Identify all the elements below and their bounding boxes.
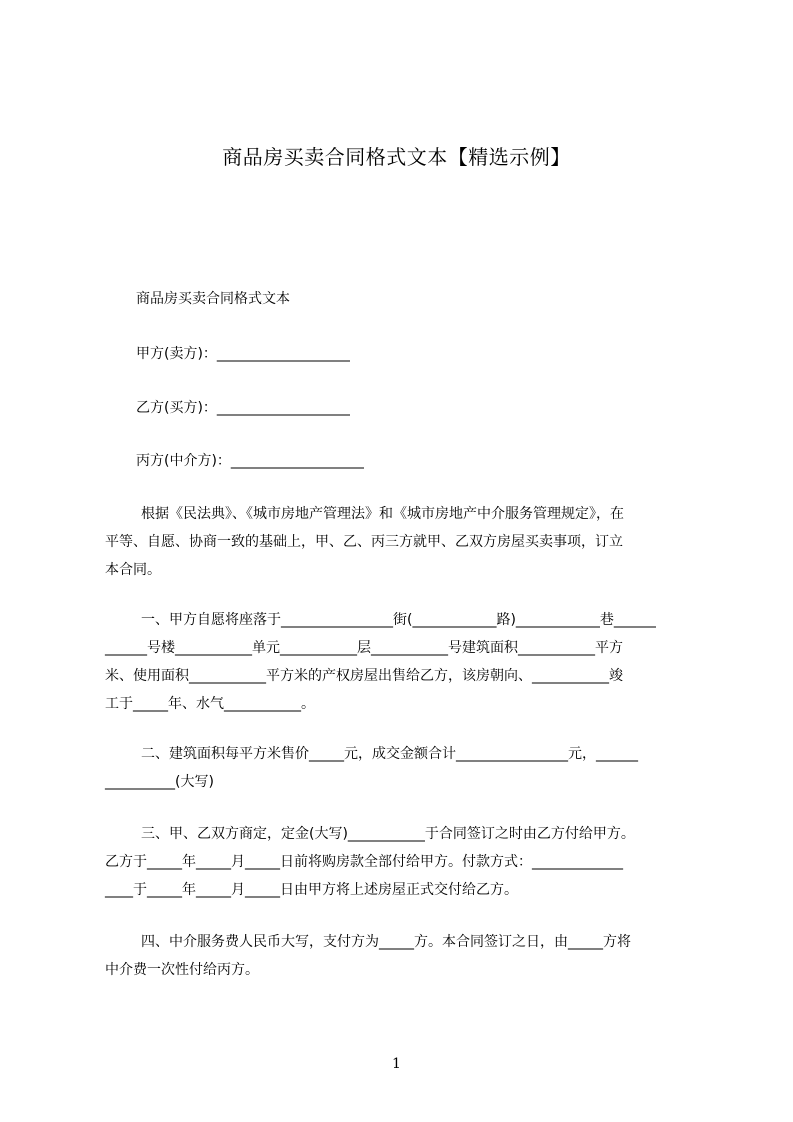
party-a-line: 甲方(卖方)：___________________ [136, 346, 350, 362]
document-subtitle: 商品房买卖合同格式文本 [136, 291, 290, 307]
clause-line: 中介费一次性付给丙方。 [105, 962, 259, 978]
intro-line: 根据《民法典》、《城市房地产管理法》和《城市房地产中介服务管理规定》，在 [141, 506, 624, 522]
clause-line: ______号楼___________单元___________层___________号建筑面积___________平方 [105, 640, 623, 656]
clause-3-paragraph [105, 820, 700, 904]
clause-line: __________(大写) [105, 774, 214, 790]
clause-4-paragraph [105, 928, 700, 984]
intro-paragraph [105, 500, 700, 584]
clause-1-paragraph [105, 606, 700, 718]
clause-line: 四、中介服务费人民币大写，支付方为_____方。本合同签订之日，由_____方将 [141, 934, 631, 950]
party-c-line: 丙方(中介方)：___________________ [136, 453, 364, 469]
clause-line: 米、使用面积___________平方米的产权房屋出售给乙方，该房朝向、___________竣 [105, 668, 623, 684]
page-number: 1 [392, 1056, 401, 1072]
intro-line: 本合同。 [105, 562, 161, 578]
clause-2-paragraph [105, 740, 700, 796]
clause-line: 二、建筑面积每平方米售价_____元，成交金额合计________________元，______ [141, 746, 638, 762]
clause-line: 三、甲、乙双方商定，定金(大写)___________于合同签订之时由乙方付给甲方。 [141, 826, 635, 842]
clause-line: ____于_____年_____月_____日由甲方将上述房屋正式交付给乙方。 [105, 882, 518, 898]
clause-line: 一、甲方自愿将座落于________________街(____________路)____________巷______ [141, 612, 656, 628]
clause-line: 乙方于_____年_____月_____日前将购房款全部付给甲方。付款方式：_____________ [105, 854, 623, 870]
document-title: 商品房买卖合同格式文本【精选示例】 [222, 145, 571, 169]
clause-line: 工于_____年、水气___________。 [105, 696, 315, 712]
intro-line: 平等、自愿、协商一致的基础上，甲、乙、丙三方就甲、乙双方房屋买卖事项，订立 [105, 534, 623, 550]
party-b-line: 乙方(买方)：___________________ [136, 400, 350, 416]
